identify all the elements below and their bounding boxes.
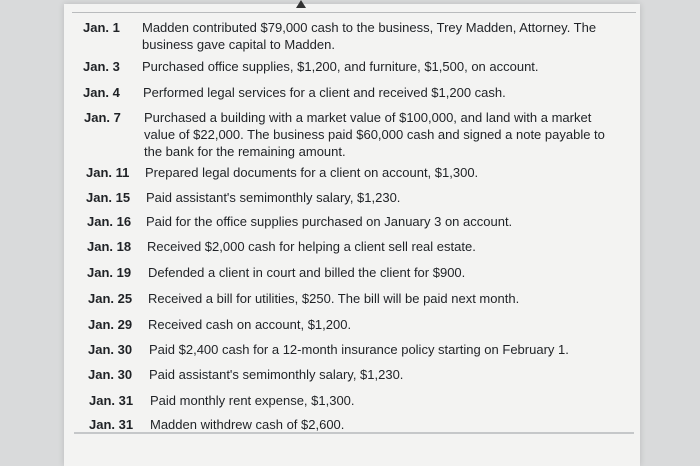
entry-text: Paid for the office supplies purchased on January 3 on account.	[146, 214, 513, 229]
entry-date: Jan. 11	[86, 165, 130, 180]
entry-text: Paid assistant's semimonthly salary, $1,230.	[149, 367, 404, 382]
entry-date: Jan. 16	[87, 214, 132, 229]
entry-date: Jan. 7	[84, 110, 121, 125]
entry-text: Madden withdrew cash of $2,600.	[150, 417, 345, 432]
entry-text: Defended a client in court and billed the client for $900.	[148, 265, 466, 280]
entry-date: Jan. 30	[88, 367, 133, 382]
entry-date: Jan. 29	[88, 317, 133, 332]
entry-date: Jan. 19	[87, 265, 132, 280]
entry-text: Purchased a building with a market value of $100,000, and land with a market value of $22,000. The business paid $60,000 cash and signed a note payable to the bank for the remaining amount.	[144, 110, 605, 159]
entry-text: Madden contributed $79,000 cash to the business, Trey Madden, Attorney. The business gave capital to Madden.	[142, 20, 597, 52]
entry-date: Jan. 18	[87, 239, 132, 254]
entry-text: Received $2,000 cash for helping a client sell real estate.	[147, 239, 476, 254]
entry-date: Jan. 3	[83, 59, 120, 74]
entry-date: Jan. 1	[83, 20, 120, 35]
entry-date: Jan. 31	[89, 393, 134, 408]
entry-text: Performed legal services for a client and received $1,200 cash.	[143, 85, 506, 100]
entry-text: Purchased office supplies, $1,200, and furniture, $1,500, on account.	[142, 59, 539, 74]
entry-text: Received a bill for utilities, $250. The bill will be paid next month.	[148, 291, 520, 306]
bottom-rule	[74, 432, 634, 434]
entry-date: Jan. 31	[89, 417, 134, 432]
entry-date: Jan. 25	[88, 291, 133, 306]
entry-date: Jan. 4	[83, 85, 120, 100]
entry-text: Paid assistant's semimonthly salary, $1,230.	[146, 190, 401, 205]
entry-text: Paid $2,400 cash for a 12-month insurance policy starting on February 1.	[149, 342, 569, 357]
entry-text: Paid monthly rent expense, $1,300.	[150, 393, 355, 408]
entry-date: Jan. 30	[88, 342, 133, 357]
entry-text: Prepared legal documents for a client on account, $1,300.	[145, 165, 479, 180]
entry-text: Received cash on account, $1,200.	[148, 317, 352, 332]
entry-date: Jan. 15	[86, 190, 131, 205]
